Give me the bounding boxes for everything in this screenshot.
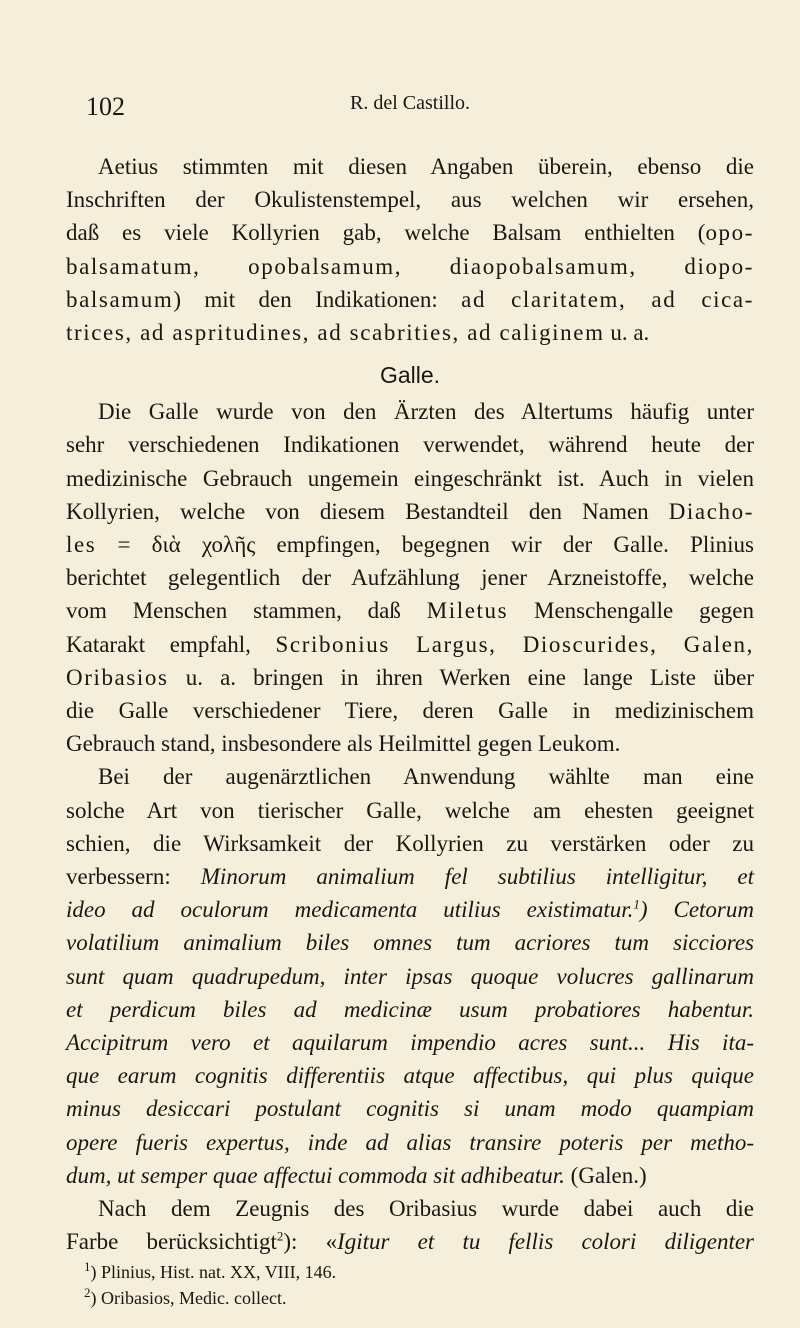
text-line: schien, die Wirksamkeit der Kollyrien zu verstärken oder zu bbox=[66, 830, 754, 856]
paragraph-galle-1 bbox=[66, 395, 754, 760]
text-line: berichtet gelegentlich der Aufzählung jener Arzneistoffe, welche bbox=[66, 565, 754, 591]
text-line: et perdicum biles ad medicinæ usum probatiores habentur. bbox=[66, 996, 754, 1022]
text-line: Inschriften der Okulistenstempel, aus welchen wir ersehen, bbox=[66, 187, 754, 213]
text-line: les = διὰ χολῆς empfingen, begegnen wir der Galle. Plinius bbox=[66, 532, 754, 558]
text-line: sunt quam quadrupedum, inter ipsas quoque volucres gallinarum bbox=[66, 963, 754, 989]
text-line: Accipitrum vero et aquilarum impendio acres sunt... His ita- bbox=[66, 1030, 754, 1056]
running-head bbox=[66, 92, 754, 128]
text-line: balsamum) mit den Indikationen: ad claritatem, ad cica- bbox=[66, 286, 754, 312]
text-line: ideo ad oculorum medicamenta utilius existimatur.$^1$) Cetorum bbox=[66, 896, 754, 923]
text-line: Kollyrien, welche von diesem Bestandteil den Namen Diacho- bbox=[66, 498, 754, 524]
text-line: Oribasios u. a. bringen in ihren Werken eine lange Liste über bbox=[66, 664, 754, 690]
text-line: solche Art von tierischer Galle, welche am ehesten geeignet bbox=[66, 797, 754, 823]
text-line: volatilium animalium biles omnes tum acriores tum sicciores bbox=[66, 930, 754, 956]
paragraph-galle-3 bbox=[66, 1192, 754, 1258]
section-heading: Galle. bbox=[379, 362, 441, 389]
footnote-mark: 2 bbox=[84, 1284, 91, 1300]
footnote-mark: 1 bbox=[84, 1258, 91, 1274]
footnote: $^2$) Oribasios, Medic. collect. bbox=[84, 1284, 287, 1308]
text-line: sehr verschiedenen Indikationen verwendet, während heute der bbox=[66, 432, 754, 458]
text-line: medizinische Gebrauch ungemein eingeschränkt ist. Auch in vielen bbox=[66, 465, 754, 491]
text-line: minus desiccari postulant cognitis si unam modo quampiam bbox=[66, 1096, 754, 1122]
text-line: Gebrauch stand, insbesondere als Heilmittel gegen Leukom. bbox=[66, 731, 621, 757]
text-line: vom Menschen stammen, daß Miletus Menschengalle gegen bbox=[66, 598, 754, 624]
text-line: que earum cognitis differentiis atque affectibus, qui plus quique bbox=[66, 1063, 754, 1089]
text-line: Farbe berücksichtigt$^2$): «Igitur et tu fellis colori diligenter bbox=[66, 1228, 755, 1255]
text-line: opere fueris expertus, inde ad alias transire poteris per metho- bbox=[66, 1129, 754, 1155]
page-number: 102 bbox=[86, 92, 125, 121]
text-line: Katarakt empfahl, Scribonius Largus, Dioscurides, Galen, bbox=[66, 631, 754, 657]
footnote: $^1$) Plinius, Hist. nat. XX, VIII, 146. bbox=[84, 1258, 337, 1282]
running-title: R. del Castillo. bbox=[350, 92, 470, 114]
text-line: dum, ut semper quae affectui commoda sit adhibeatur. (Galen.) bbox=[66, 1162, 647, 1188]
text-line: Aetius stimmten mit diesen Angaben überein, ebenso die bbox=[98, 154, 754, 179]
page bbox=[66, 92, 754, 1311]
footnote-text: Plinius, Hist. nat. XX, VIII, 146. bbox=[101, 1261, 337, 1282]
text-line: verbessern: Minorum animalium fel subtilius intelligitur, et bbox=[66, 864, 754, 890]
footnote-text: Oribasios, Medic. collect. bbox=[101, 1287, 287, 1308]
paragraph-intro bbox=[66, 150, 754, 349]
text-line: trices, ad aspritudines, ad scabrities, ad caliginem u. a. bbox=[66, 320, 650, 346]
text-line: Die Galle wurde von den Ärzten des Altertums häufig unter bbox=[98, 399, 754, 425]
text-line: Bei der augenärztlichen Anwendung wählte man eine bbox=[98, 764, 754, 790]
text-line: Nach dem Zeugnis des Oribasius wurde dabei auch die bbox=[98, 1196, 754, 1222]
text-line: daß es viele Kollyrien gab, welche Balsam enthielten (opo- bbox=[66, 220, 754, 246]
footnotes bbox=[66, 1259, 754, 1311]
text-line: balsamatum, opobalsamum, diaopobalsamum, diopo- bbox=[66, 253, 754, 279]
paragraph-galle-2 bbox=[66, 760, 754, 1192]
text-line: die Galle verschiedener Tiere, deren Galle in medizinischem bbox=[66, 698, 754, 724]
